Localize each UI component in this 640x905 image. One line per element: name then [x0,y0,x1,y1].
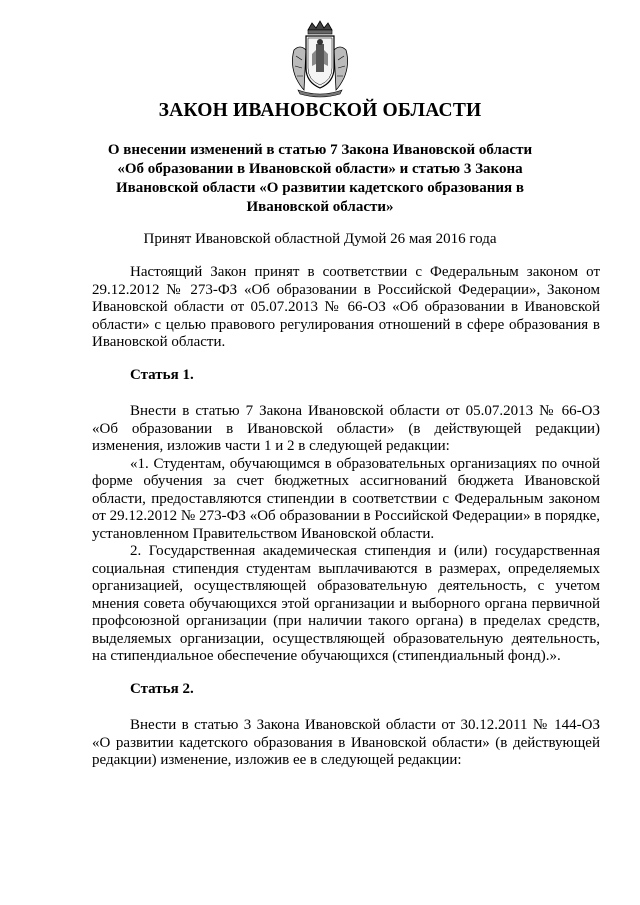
article-2-intro: Внести в статью 3 Закона Ивановской области от 30.12.2011 № 144-ОЗ «О развитии кадетского образования в Ивановской области» (в действующей редакции) изменение, изложив ее в следующей редакции: [92,717,600,768]
document-body [92,264,600,770]
article-1-intro: Внести в статью 7 Закона Ивановской области от 05.07.2013 № 66-ОЗ «Об образовании в Ивановской области» (в действующей редакции) изменения, изложив части 1 и 2 в следующей редакции: [92,403,600,454]
article-2-heading: Статья 2. [130,680,194,697]
article-1-part-1: «1. Студентам, обучающимся в образовательных организациях по очной форме обучения за счет бюджетных ассигнований бюджета Ивановской области, предоставляются стипендии в соответствии с Федеральным законом от 29.12.2012 № 273-ФЗ «Об образовании в Российской Федерации» в порядке, установленном Правительством Ивановской области. [92,455,600,542]
coat-of-arms-emblem-icon [288,20,352,98]
preamble-paragraph: Настоящий Закон принят в соответствии с Федеральным законом от 29.12.2012 № 273-ФЗ «Об образовании в Российской Федерации», Законом Ивановской области от 05.07.2013 № 66-ОЗ «Об образовании в Ивановской области» с целью правового регулирования отношений в сфере образования в Ивановской области. [92,264,600,350]
article-1-part-2: 2. Государственная академическая стипендия и (или) государственная социальная стипендия студентам выплачиваются в размерах, определяемых организацией, осуществляющей образовательную деятельность, с учетом мнения совета обучающихся этой организации и выборного органа первичной профсоюзной организации (при наличии такого органа) в пределах средств, выделяемых организации, осуществляющей образовательную деятельность, на стипендиальное обеспечение обучающихся (стипендиальный фонд).». [92,543,600,664]
article-1-heading: Статья 1. [130,366,194,383]
adoption-line: Принят Ивановской областной Думой 26 мая 2016 года [143,231,497,247]
document-title: ЗАКОН ИВАНОВСКОЙ ОБЛАСТИ [158,100,482,121]
document-subtitle: О внесении изменений в статью 7 Закона Ивановской области «Об образовании в Ивановской области» и статью 3 Закона Ивановской области «О развитии кадетского образования в Ивановской области» [107,142,533,215]
